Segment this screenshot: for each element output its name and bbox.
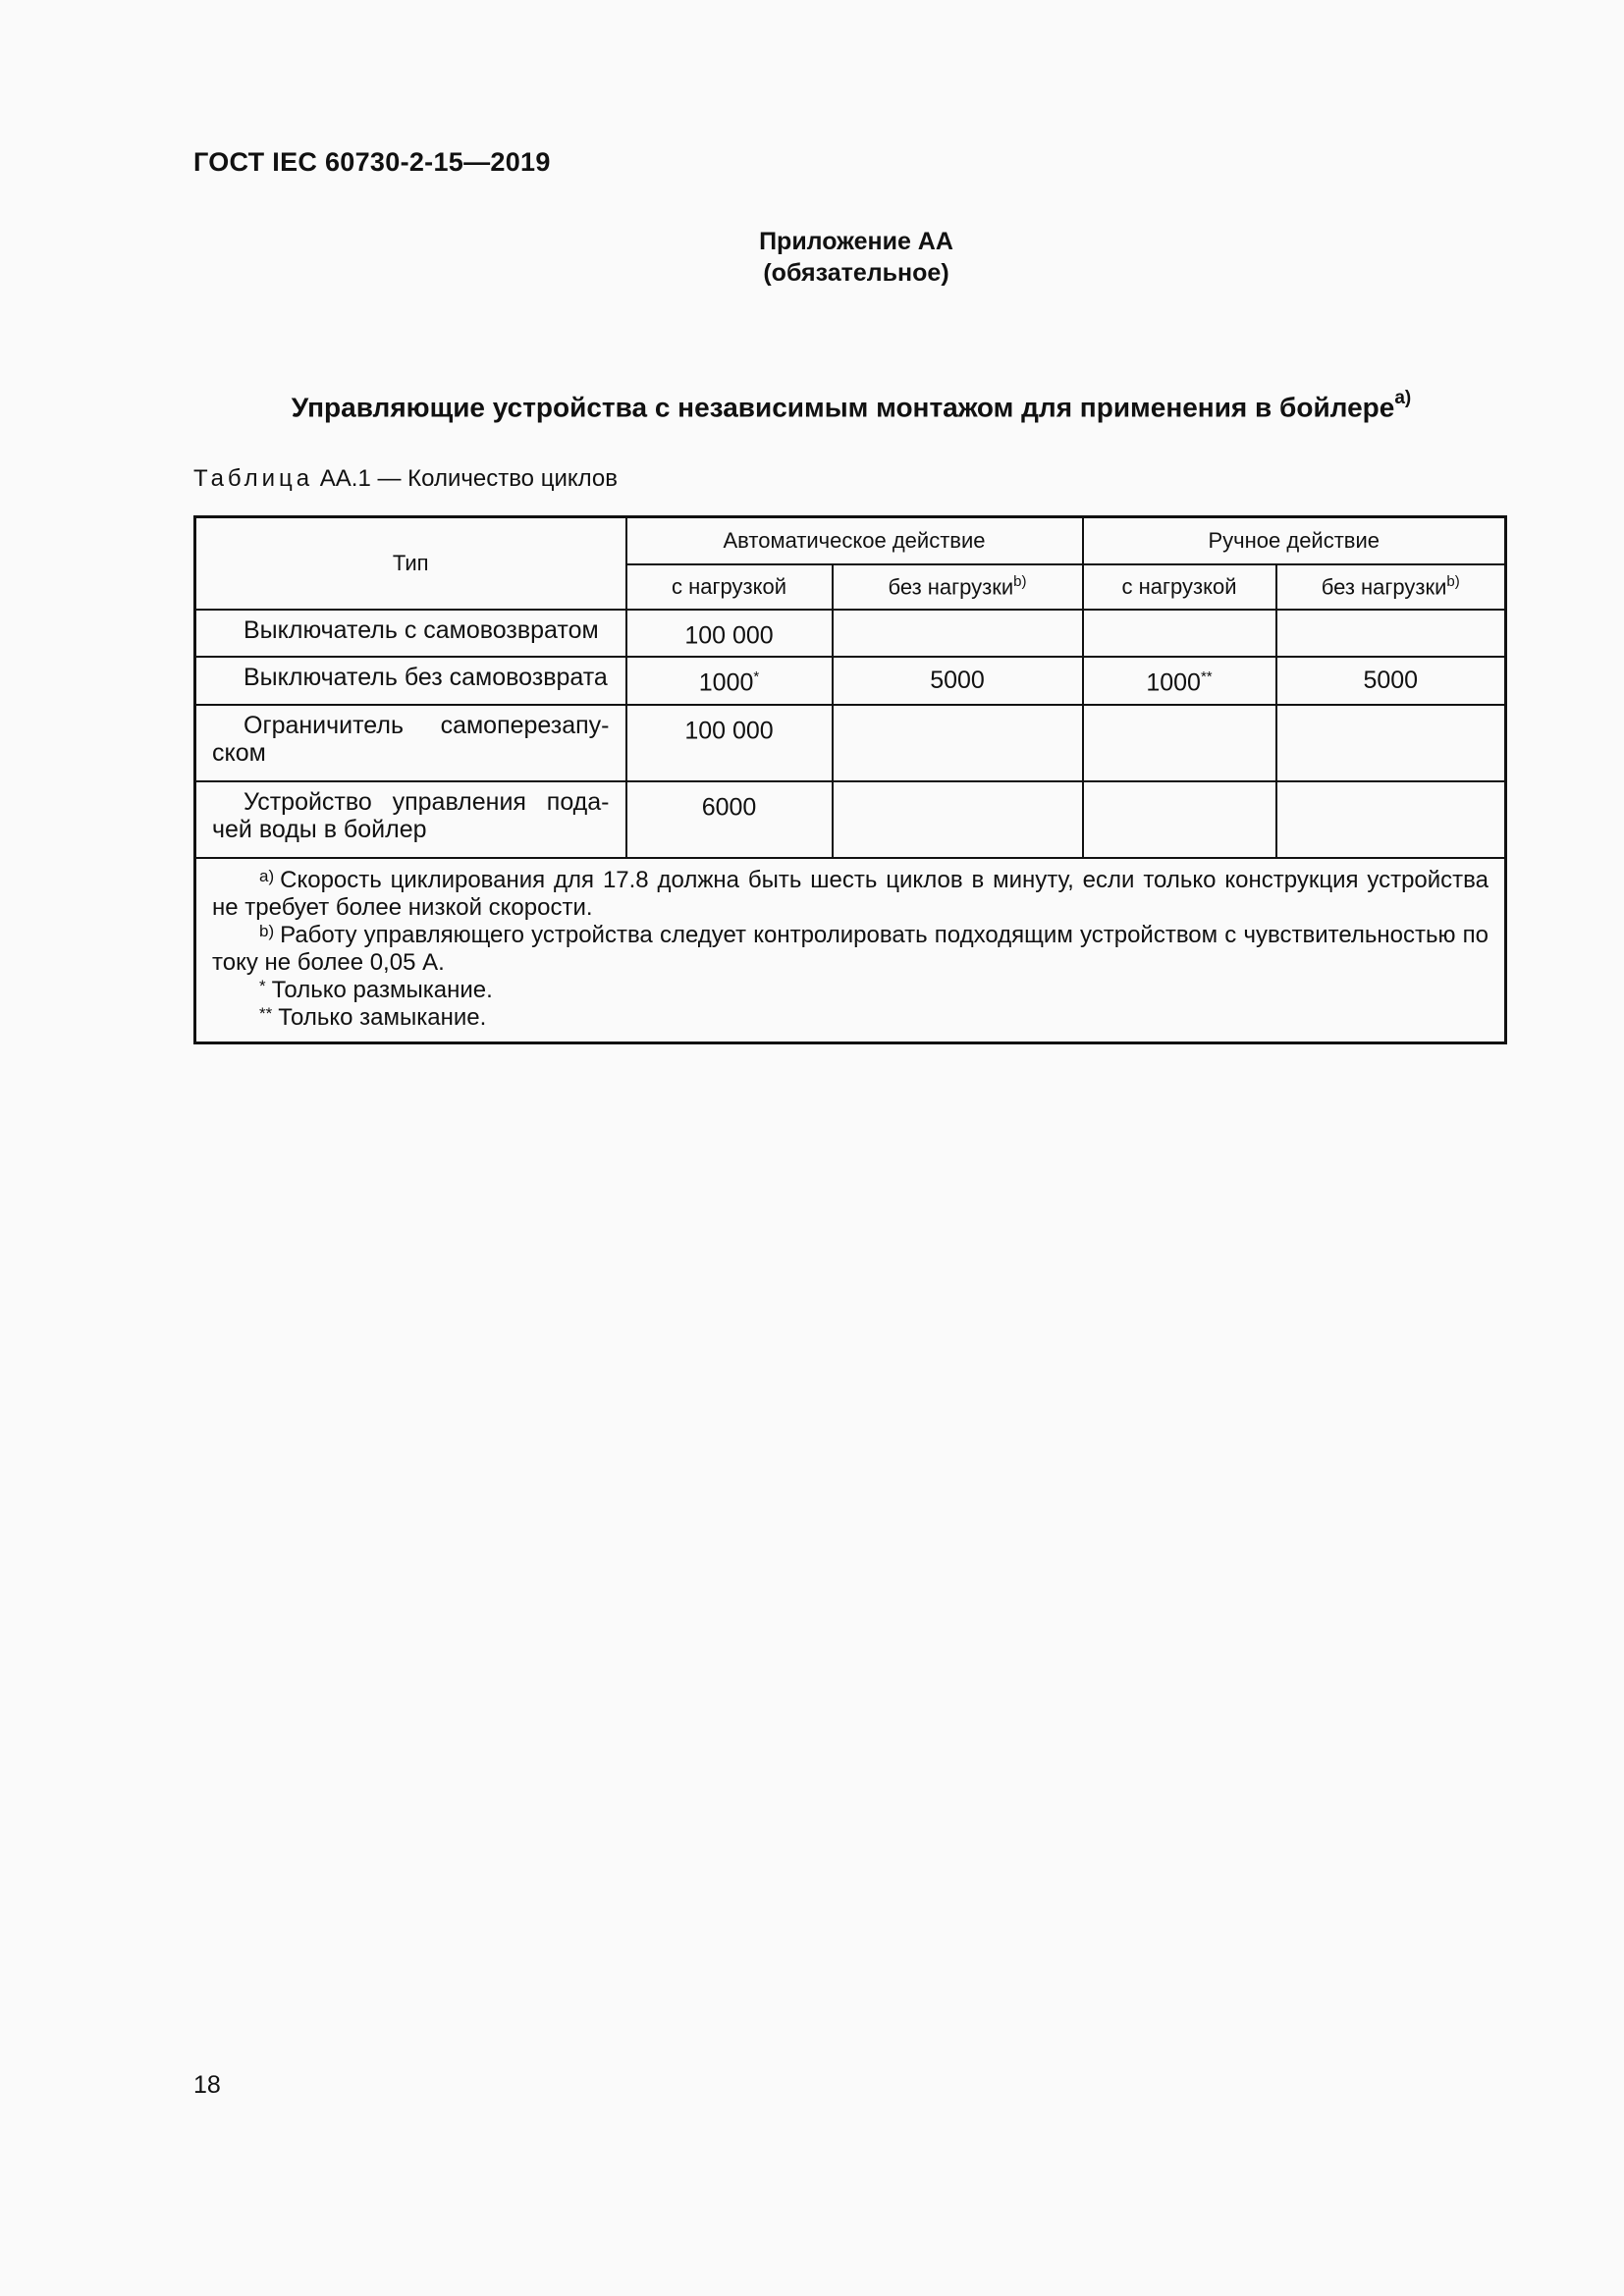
table-row <box>195 781 1506 858</box>
section-title <box>193 388 1509 423</box>
header-manual-without-load-mark: b) <box>1446 572 1460 590</box>
table-row <box>195 657 1506 705</box>
note-text: Только замыкание. <box>278 1003 487 1031</box>
table-row <box>195 610 1506 657</box>
cell-value: 6000 <box>701 792 757 821</box>
cell-value: 100 000 <box>684 716 774 744</box>
cell-value: 100 000 <box>684 621 774 650</box>
cell-manual-with-load <box>1083 781 1276 858</box>
cell-manual-without-load <box>1276 610 1506 657</box>
annex-heading <box>0 226 1624 289</box>
cell-auto-without-load <box>833 610 1083 657</box>
note-text: Работу управляющего устройства следует контролировать подходящим устройством с чувствительностью по току не более 0,05 А. <box>212 921 1489 976</box>
header-manual-with-load: с нагрузкой <box>1083 564 1276 610</box>
cell-auto-with-load <box>626 610 833 657</box>
row-type: Выключатель с самовозвратом <box>195 610 626 657</box>
header-manual-without-load-label: без нагрузки <box>1321 574 1447 600</box>
annex-title: Приложение АА <box>759 228 953 255</box>
header-manual-without-load <box>1276 564 1506 610</box>
row-type: Устройство управления пода-чей воды в бойлер <box>195 781 626 858</box>
cell-mark: * <box>753 668 760 686</box>
header-auto-without-load <box>833 564 1083 610</box>
table-caption <box>193 465 618 493</box>
section-title-text: Управляющие устройства с независимым монтажом для применения в бойлере <box>291 392 1395 423</box>
header-type: Тип <box>195 517 626 610</box>
table-note <box>212 977 1489 1004</box>
document-header: ГОСТ IEC 60730-2-15—2019 <box>193 147 551 177</box>
cell-value: 1000 <box>698 668 754 697</box>
cycles-table <box>193 515 1507 1044</box>
cell-auto-with-load <box>626 781 833 858</box>
table-row <box>195 705 1506 781</box>
page-number: 18 <box>193 2071 221 2099</box>
cell-manual-with-load <box>1083 705 1276 781</box>
cell-manual-with-load <box>1083 657 1276 705</box>
cell-mark: ** <box>1200 668 1213 686</box>
cell-manual-without-load <box>1276 705 1506 781</box>
table-header-group-row <box>195 517 1506 564</box>
table-note <box>212 1004 1489 1032</box>
table-caption-text: АА.1 — Количество циклов <box>313 465 618 492</box>
note-mark: ** <box>259 1003 273 1023</box>
table-notes-row <box>195 858 1506 1043</box>
table-caption-label: Таблица <box>193 465 314 492</box>
cell-auto-without-load <box>833 705 1083 781</box>
cell-auto-with-load <box>626 705 833 781</box>
header-auto-with-load: с нагрузкой <box>626 564 833 610</box>
header-manual-action: Ручное действие <box>1083 517 1506 564</box>
cell-manual-without-load: 5000 <box>1276 657 1506 705</box>
note-text: Скорость циклирования для 17.8 должна быть шесть циклов в минуту, если только конструкция устройства не требует более низкой скорости. <box>212 866 1489 921</box>
cell-manual-with-load <box>1083 610 1276 657</box>
note-mark: * <box>259 976 266 995</box>
section-title-footnote-mark: a) <box>1394 388 1412 408</box>
cell-manual-without-load <box>1276 781 1506 858</box>
note-text: Только размыкание. <box>271 976 493 1003</box>
note-mark: a) <box>259 866 275 885</box>
row-type: Выключатель без самовозврата <box>195 657 626 705</box>
cell-value: 1000 <box>1146 668 1201 697</box>
annex-status: (обязательное) <box>763 259 949 287</box>
header-auto-without-load-mark: b) <box>1013 572 1027 590</box>
header-auto-action: Автоматическое действие <box>626 517 1083 564</box>
cell-auto-without-load <box>833 781 1083 858</box>
table-note <box>212 867 1489 922</box>
table-notes <box>195 858 1506 1043</box>
table-note <box>212 922 1489 977</box>
cell-auto-with-load <box>626 657 833 705</box>
row-type: Ограничитель самоперезапу-ском <box>195 705 626 781</box>
header-auto-without-load-label: без нагрузки <box>888 574 1014 600</box>
cell-auto-without-load: 5000 <box>833 657 1083 705</box>
note-mark: b) <box>259 921 275 940</box>
